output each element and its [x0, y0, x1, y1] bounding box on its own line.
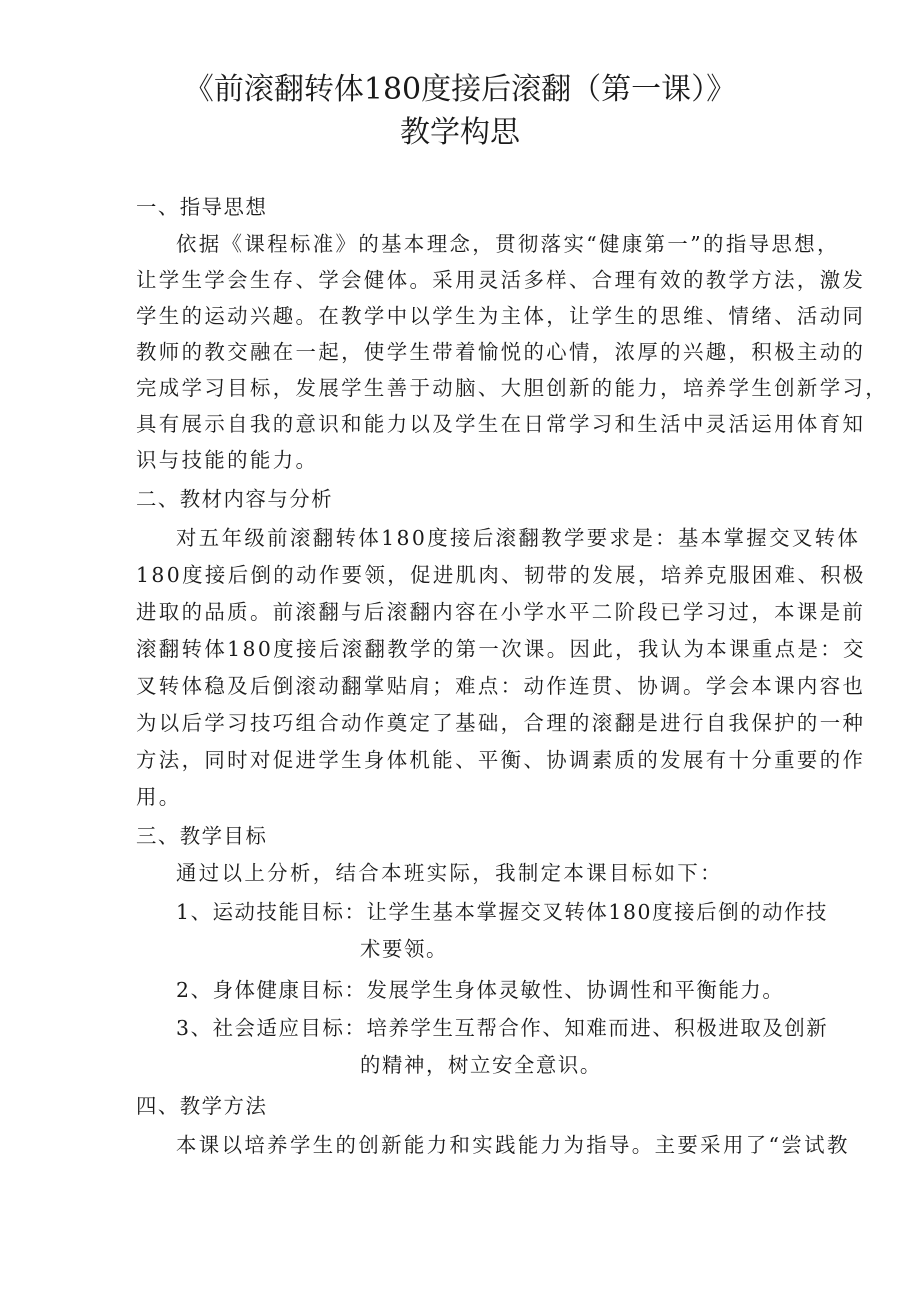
goal-social-adaptation: 3、社会适应目标：培养学生互帮合作、知难而进、积极进取及创新: [176, 1016, 829, 1040]
paragraph-line: 180度接后倒的动作要领，促进肌肉、韧带的发展，培养克服困难、积极: [136, 563, 866, 587]
paragraph-line: 具有展示自我的意识和能力以及学生在日常学习和生活中灵活运用体育知: [136, 412, 866, 436]
goal-social-adaptation-continued: 的精神，树立安全意识。: [360, 1053, 602, 1077]
paragraph-line: 叉转体稳及后倒滚动翻掌贴肩；难点：动作连贯、协调。学会本课内容也: [136, 674, 866, 698]
document-subtitle: 教学构思: [400, 115, 520, 150]
paragraph-line: 完成学习目标，发展学生善于动脑、大胆创新的能力，培养学生创新学习，: [136, 376, 889, 400]
section-heading-teaching-objectives: 三、教学目标: [136, 824, 268, 848]
section-heading-content-analysis: 二、教材内容与分析: [136, 487, 334, 511]
paragraph-line: 依据《课程标准》的基本理念，贯彻落实“健康第一”的指导思想，: [176, 232, 840, 256]
paragraph-line: 本课以培养学生的创新能力和实践能力为指导。主要采用了“尝试教: [176, 1133, 850, 1157]
paragraph-line: 教师的教交融在一起，使学生带着愉悦的心情，浓厚的兴趣，积极主动的: [136, 340, 866, 364]
section-heading-guiding-ideology: 一、指导思想: [136, 195, 268, 219]
section-heading-teaching-methods: 四、教学方法: [136, 1094, 268, 1118]
objectives-intro: 通过以上分析，结合本班实际，我制定本课目标如下：: [176, 861, 723, 885]
goal-physical-health: 2、身体健康目标：发展学生身体灵敏性、协调性和平衡能力。: [176, 978, 785, 1002]
goal-motor-skill: 1、运动技能目标：让学生基本掌握交叉转体180度接后倒的动作技: [176, 900, 829, 924]
paragraph-line: 为以后学习技巧组合动作奠定了基础，合理的滚翻是进行自我保护的一种: [136, 711, 866, 735]
paragraph-line: 对五年级前滚翻转体180度接后滚翻教学要求是：基本掌握交叉转体: [176, 526, 861, 550]
paragraph-line: 进取的品质。前滚翻与后滚翻内容在小学水平二阶段已学习过，本课是前: [136, 600, 866, 624]
paragraph-line: 识与技能的能力。: [136, 448, 319, 472]
paragraph-line: 方法，同时对促进学生身体机能、平衡、协调素质的发展有十分重要的作: [136, 748, 866, 772]
paragraph-line: 让学生学会生存、学会健体。采用灵活多样、合理有效的教学方法，激发: [136, 268, 866, 292]
paragraph-line: 学生的运动兴趣。在教学中以学生为主体，让学生的思维、情绪、活动同: [136, 304, 866, 328]
document-title: 《前滚翻转体180度接后滚翻（第一课）》: [183, 72, 737, 107]
paragraph-line: 滚翻转体180度接后滚翻教学的第一次课。因此，我认为本课重点是：交: [136, 637, 866, 661]
paragraph-line: 用。: [136, 785, 182, 809]
goal-motor-skill-continued: 术要领。: [360, 937, 448, 961]
